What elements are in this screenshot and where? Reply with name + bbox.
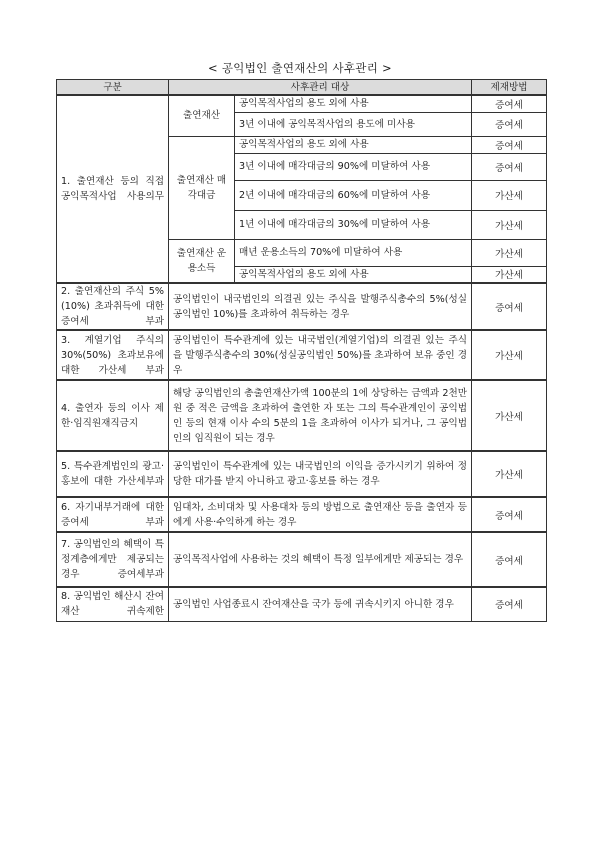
target-cell: 3년 이내에 매각대금의 90%에 미달하여 사용 <box>235 153 472 180</box>
method-cell: 가산세 <box>472 239 547 266</box>
method-cell: 가산세 <box>472 330 547 380</box>
method-cell: 가산세 <box>472 180 547 210</box>
target-cell: 3년 이내에 공익목적사업의 용도에 미사용 <box>235 112 472 136</box>
category-cell: 2. 출연재산의 주식 5%(10%) 초과취득에 대한 증여세 부과 <box>57 283 169 330</box>
header-category: 구분 <box>57 80 169 96</box>
target-cell: 공익목적사업의 용도 외에 사용 <box>235 266 472 283</box>
table-row <box>57 532 547 587</box>
header-method: 제재방법 <box>472 80 547 96</box>
description-cell: 공익법인이 특수관계에 있는 내국법인(계열기업)의 의결권 있는 주식을 발행주식총수의 30%(성실공익법인 50%)를 초과하여 보유 중인 경우 <box>169 330 472 380</box>
method-cell: 증여세 <box>472 497 547 532</box>
subcategory-cell: 출연재산 운용소득 <box>169 239 235 283</box>
method-cell: 증여세 <box>472 136 547 153</box>
description-cell: 임대차, 소비대차 및 사용대차 등의 방법으로 출연재산 등을 출연자 등에게 사용·수익하게 하는 경우 <box>169 497 472 532</box>
page-title: < 공익법인 출연재산의 사후관리 > <box>207 61 392 75</box>
category-cell: 4. 출연자 등의 이사 제한·임직원재직금지 <box>57 380 169 451</box>
target-cell: 2년 이내에 매각대금의 60%에 미달하여 사용 <box>235 180 472 210</box>
target-cell: 공익목적사업의 용도 외에 사용 <box>235 95 472 112</box>
method-cell: 증여세 <box>472 532 547 587</box>
description-cell: 공익법인이 특수관계에 있는 내국법인의 이익을 증가시키기 위하여 정당한 대가를 받지 아니하고 광고·홍보를 하는 경우 <box>169 451 472 497</box>
table-row <box>57 283 547 330</box>
header-target: 사후관리 대상 <box>169 80 472 96</box>
subcategory-cell: 출연재산 매각대금 <box>169 136 235 239</box>
method-cell: 증여세 <box>472 112 547 136</box>
post-management-table <box>56 79 547 622</box>
table-row <box>57 380 547 451</box>
table-row <box>57 330 547 380</box>
description-cell: 해당 공익법인의 총출연재산가액 100분의 1에 상당하는 금액과 2천만원 중 적은 금액을 초과하여 출연한 자 또는 그의 특수관계인이 공익법인 등의 현재 이사 수의 5분의 1을 초과하여 이사가 되거나, 그 공익법인의 임직원이 되는 경우 <box>169 380 472 451</box>
method-cell: 증여세 <box>472 153 547 180</box>
table-row <box>57 95 547 112</box>
method-cell: 가산세 <box>472 451 547 497</box>
method-cell: 가산세 <box>472 266 547 283</box>
category-cell: 5. 특수관계법인의 광고·홍보에 대한 가산세부과 <box>57 451 169 497</box>
target-cell: 공익목적사업의 용도 외에 사용 <box>235 136 472 153</box>
method-cell: 가산세 <box>472 380 547 451</box>
category-cell: 3. 계열기업 주식의 30%(50%) 초과보유에 대한 가산세 부과 <box>57 330 169 380</box>
category-cell: 7. 공익법인의 혜택이 특정계층에게만 제공되는 경우 증여세부과 <box>57 532 169 587</box>
header-row <box>57 80 547 96</box>
table-row <box>57 587 547 621</box>
category-cell: 1. 출연재산 등의 직접 공익목적사업 사용의무 <box>57 95 169 283</box>
method-cell: 증여세 <box>472 587 547 621</box>
target-cell: 매년 운용소득의 70%에 미달하여 사용 <box>235 239 472 266</box>
description-cell: 공익법인이 내국법인의 의결권 있는 주식을 발행주식총수의 5%(성실공익법인 10%)를 초과하여 취득하는 경우 <box>169 283 472 330</box>
method-cell: 증여세 <box>472 283 547 330</box>
category-cell: 8. 공익법인 해산시 잔여재산 귀속제한 <box>57 587 169 621</box>
category-cell: 6. 자기내부거래에 대한 증여세 부과 <box>57 497 169 532</box>
subcategory-cell: 출연재산 <box>169 95 235 136</box>
method-cell: 증여세 <box>472 95 547 112</box>
method-cell: 가산세 <box>472 210 547 239</box>
target-cell: 1년 이내에 매각대금의 30%에 미달하여 사용 <box>235 210 472 239</box>
description-cell: 공익목적사업에 사용하는 것의 혜택이 특정 일부에게만 제공되는 경우 <box>169 532 472 587</box>
description-cell: 공익법인 사업종료시 잔여재산을 국가 등에 귀속시키지 아니한 경우 <box>169 587 472 621</box>
table-row <box>57 497 547 532</box>
table-row <box>57 451 547 497</box>
